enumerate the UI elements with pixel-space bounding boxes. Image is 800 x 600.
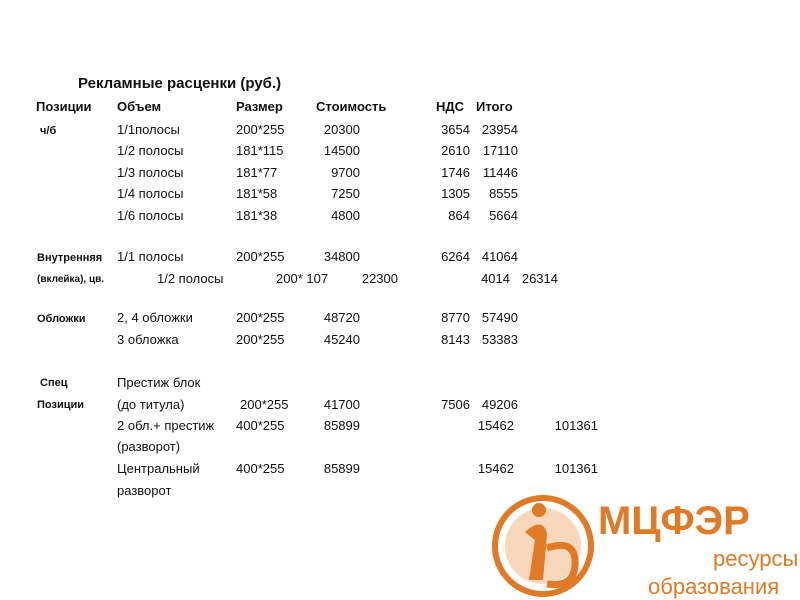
price-title: Рекламные расценки (руб.): [78, 75, 282, 92]
header-vat: НДС: [436, 99, 465, 114]
mcfer-logo: [485, 488, 800, 600]
cell-size: 181*38: [236, 208, 278, 223]
cell-size: 181*77: [236, 165, 278, 180]
cell-total: 23954: [481, 122, 518, 137]
cell-volume: Престиж блок: [117, 375, 201, 390]
logo-line1: ресурсы: [713, 546, 799, 571]
group-spec-label: Спец: [40, 377, 68, 389]
cell-cost: 48720: [323, 310, 360, 325]
cell-size: 400*255: [236, 418, 285, 433]
cell-size: 181*115: [236, 143, 284, 158]
cell-volume: Центральный: [117, 461, 200, 476]
cell-size: 200*255: [236, 332, 285, 347]
cell-size: 200*255: [236, 249, 285, 264]
cell-vat: 6264: [441, 249, 470, 264]
cell-total: 26314: [521, 271, 558, 286]
cell-volume-cont: (разворот): [117, 439, 181, 454]
cell-size: 400*255: [236, 461, 285, 476]
cell-volume: 1/1полосы: [117, 122, 180, 137]
cell-total: 49206: [481, 397, 518, 412]
cell-vat: 8770: [441, 310, 470, 325]
group-bw-label: ч/б: [40, 125, 57, 137]
cell-vat: 3654: [441, 122, 470, 137]
cell-cost: 85899: [323, 418, 360, 433]
cell-total: 57490: [481, 310, 518, 325]
group-covers-label: Обложки: [37, 313, 86, 325]
cell-cost: 20300: [323, 122, 360, 137]
cell-size: 200*255: [240, 397, 289, 412]
cell-vat: 7506: [441, 397, 470, 412]
group-spec-sublabel: Позиции: [37, 399, 84, 411]
cell-size: 200*255: [236, 122, 285, 137]
cell-total: 8555: [489, 186, 518, 201]
header-volume: Объем: [117, 99, 162, 114]
cell-vat: 1305: [441, 186, 470, 201]
logo-emblem-icon: [495, 498, 591, 594]
cell-volume: 2, 4 обложки: [117, 310, 193, 325]
cell-volume-cont: (до титула): [117, 397, 185, 412]
cell-vat: 8143: [441, 332, 470, 347]
cell-vat: 2610: [441, 143, 470, 158]
cell-total: 41064: [481, 249, 518, 264]
cell-size: 181*58: [236, 186, 278, 201]
cell-total: 53383: [481, 332, 518, 347]
cell-size: 200* 107: [276, 271, 329, 286]
cell-cost: 85899: [323, 461, 360, 476]
cell-volume: 1/2 полосы: [117, 143, 184, 158]
cell-vat: 4014: [481, 271, 510, 286]
header-positions: Позиции: [36, 99, 92, 114]
cell-total: 101361: [554, 418, 598, 433]
cell-size: 200*255: [236, 310, 285, 325]
cell-cost: 34800: [323, 249, 360, 264]
logo-line2: образования: [648, 574, 780, 599]
cell-cost: 22300: [361, 271, 398, 286]
cell-cost: 9700: [331, 165, 360, 180]
cell-cost: 41700: [323, 397, 360, 412]
cell-volume: 1/4 полосы: [117, 186, 184, 201]
header-total: Итого: [476, 99, 513, 114]
cell-cost: 45240: [323, 332, 360, 347]
cell-volume: 1/2 полосы: [157, 271, 224, 286]
cell-volume: 1/6 полосы: [117, 208, 184, 223]
group-inner-sublabel: (вклейка), цв.: [37, 274, 105, 285]
cell-vat: 864: [448, 208, 470, 223]
cell-total: 5664: [489, 208, 518, 223]
cell-volume: 1/1 полосы: [117, 249, 184, 264]
group-inner-label: Внутренняя: [37, 252, 103, 264]
cell-volume: 3 обложка: [117, 332, 179, 347]
header-cost: Стоимость: [316, 99, 387, 114]
header-size: Размер: [236, 99, 283, 114]
cell-cost: 14500: [323, 143, 360, 158]
logo-brand-name: МЦФЭР: [598, 499, 750, 543]
cell-total: 11446: [482, 165, 518, 180]
cell-total: 17110: [482, 143, 518, 158]
cell-total: 101361: [554, 461, 598, 476]
cell-volume-cont: разворот: [117, 483, 172, 498]
cell-vat: 15462: [477, 418, 514, 433]
cell-vat: 15462: [477, 461, 514, 476]
cell-volume: 1/3 полосы: [117, 165, 184, 180]
cell-cost: 7250: [331, 186, 360, 201]
cell-vat: 1746: [441, 165, 470, 180]
cell-cost: 4800: [331, 208, 360, 223]
cell-volume: 2 обл.+ престиж: [117, 418, 215, 433]
